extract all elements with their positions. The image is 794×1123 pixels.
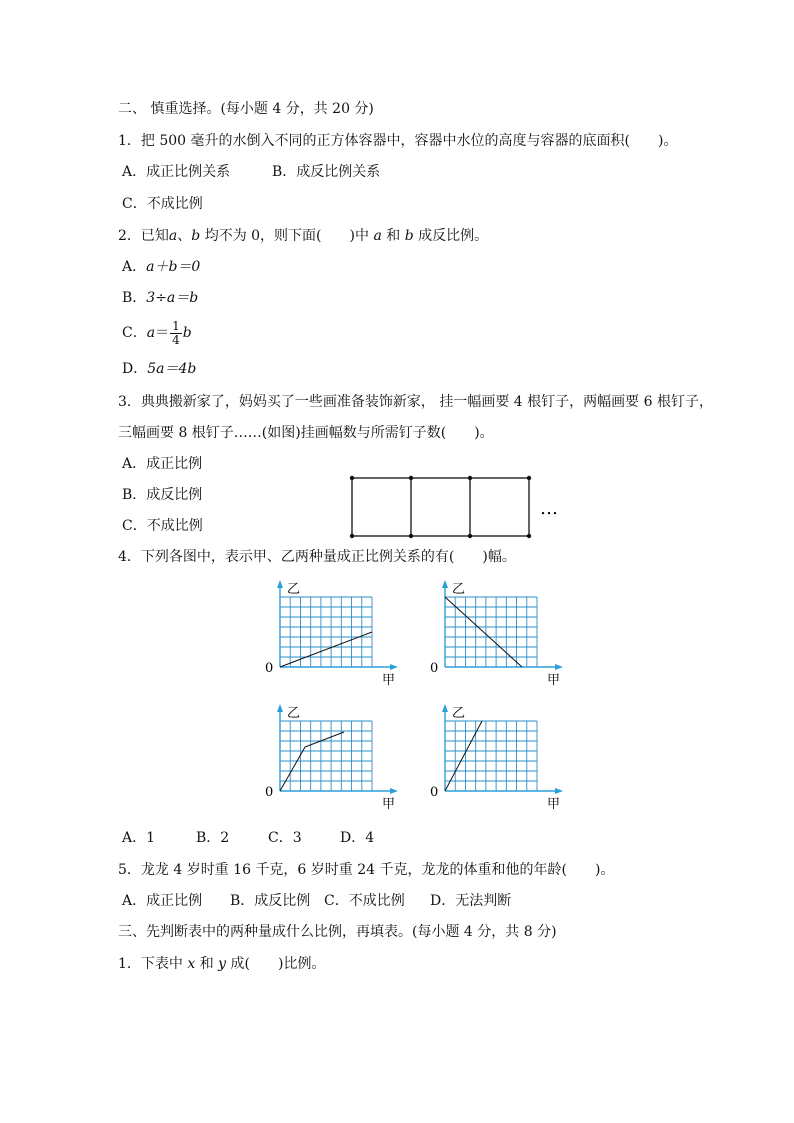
q1-option-b[interactable]: B．成反比例关系 <box>272 164 381 180</box>
q3-option-a[interactable]: A．成正比例 <box>122 456 203 472</box>
grid <box>280 721 372 791</box>
q2-option-d[interactable] <box>122 359 196 379</box>
y-axis-label: 乙 <box>452 706 466 721</box>
frames-ellipsis: … <box>540 498 558 519</box>
y-axis-arrow-icon <box>442 580 448 588</box>
q2-option-b[interactable] <box>122 288 198 308</box>
q2-var-b2: b <box>404 228 414 244</box>
q3-stem-line1: 3．典典搬新家了，妈妈买了一些画准备装饰新家， 挂一幅画要 4 根钉子，两幅画要 6 根钉子， <box>118 394 713 410</box>
q2-c-var2: b <box>182 325 192 341</box>
origin-label: 0 <box>430 785 439 800</box>
q3-stem-line2: 三幅画要 8 根钉子……(如图)挂画幅数与所需钉子数( )。 <box>118 425 494 441</box>
q4-option-a[interactable]: A．1 <box>122 830 156 846</box>
q2-option-c[interactable] <box>122 318 192 348</box>
q5-option-d[interactable]: D．无法判断 <box>430 893 512 909</box>
graph-line <box>445 597 522 667</box>
q2-post: 成反比例。 <box>413 228 489 244</box>
x-axis-arrow-icon <box>555 788 563 794</box>
q2-sep: 、 <box>177 228 192 244</box>
q2-d-expr: 5a＝4b <box>147 361 197 377</box>
s3-q1-post: 成( )比例。 <box>226 956 326 972</box>
q2-stem <box>118 226 488 246</box>
q4-option-c[interactable]: C．3 <box>268 830 302 846</box>
nail-dot <box>468 534 472 538</box>
y-axis-label: 乙 <box>452 582 466 597</box>
q2-b-expr: 3÷a＝b <box>146 290 199 306</box>
nails <box>350 476 531 538</box>
s3-q1-var-y: y <box>218 956 227 972</box>
nail-dot <box>527 476 531 480</box>
q2-b-label: B． <box>122 290 147 306</box>
q3-option-c[interactable]: C．不成比例 <box>122 518 203 534</box>
q2-d-label: D． <box>122 361 148 377</box>
q4-stem: 4．下列各图中，表示甲、乙两种量成正比例关系的有( )幅。 <box>118 549 516 565</box>
q5-option-a[interactable]: A．成正比例 <box>122 893 203 909</box>
x-axis-label: 甲 <box>547 797 561 812</box>
nail-dot <box>527 534 531 538</box>
graph-line <box>445 721 482 791</box>
q2-pre: 2．已知 <box>118 228 169 244</box>
q2-c-var: a <box>146 325 156 341</box>
nail-dot <box>409 534 413 538</box>
q1-option-c[interactable]: C．不成比例 <box>122 196 203 212</box>
q5-option-b[interactable]: B．成反比例 <box>230 893 311 909</box>
q4-graph-2 <box>423 578 573 688</box>
q2-a-expr: a＋b＝0 <box>146 259 201 275</box>
q2-var-a: a <box>168 228 178 244</box>
x-axis-arrow-icon <box>390 788 398 794</box>
y-axis-arrow-icon <box>277 704 283 712</box>
q5-option-c[interactable]: C．不成比例 <box>324 893 405 909</box>
x-axis-label: 甲 <box>547 673 561 688</box>
y-axis-label: 乙 <box>287 582 301 597</box>
q2-mid: 均不为 0，则下面( )中 <box>200 228 374 244</box>
nail-dot <box>350 534 354 538</box>
y-axis-arrow-icon <box>442 704 448 712</box>
s3-q1-mid: 和 <box>195 956 219 972</box>
frames-outline <box>352 478 529 536</box>
picture-frames-figure <box>340 468 570 546</box>
q2-a-label: A． <box>122 259 147 275</box>
x-axis-arrow-icon <box>555 664 563 670</box>
grid <box>445 597 537 667</box>
section2-title: 二、 慎重选择。(每小题 4 分，共 20 分) <box>118 101 374 117</box>
x-axis-label: 甲 <box>382 797 396 812</box>
q2-c-eq: ＝ <box>155 325 170 341</box>
fraction-denominator: 4 <box>172 332 180 347</box>
q4-graph-1 <box>258 578 408 688</box>
y-axis-arrow-icon <box>277 580 283 588</box>
nail-dot <box>409 476 413 480</box>
q2-c-fraction <box>170 320 182 347</box>
q4-graph-3 <box>258 702 408 812</box>
q3-option-b[interactable]: B．成反比例 <box>122 487 203 503</box>
q4-graph-4 <box>423 702 573 812</box>
q4-option-b[interactable]: B．2 <box>196 830 230 846</box>
nail-dot <box>350 476 354 480</box>
q5-stem: 5．龙龙 4 岁时重 16 千克，6 岁时重 24 千克，龙龙的体重和他的年龄( )。 <box>118 862 615 878</box>
grid <box>445 721 537 791</box>
q2-var-b: b <box>191 228 201 244</box>
x-axis-arrow-icon <box>390 664 398 670</box>
origin-label: 0 <box>430 661 439 676</box>
q2-mid2: 和 <box>381 228 405 244</box>
s3-q1-stem <box>118 954 325 974</box>
s3-q1-pre: 1．下表中 <box>118 956 188 972</box>
s3-q1-var-x: x <box>187 956 196 972</box>
grid <box>280 597 372 667</box>
section3-title: 三、先判断表中的两种量成什么比例，再填表。(每小题 4 分，共 8 分) <box>118 924 557 940</box>
q4-option-d[interactable]: D．4 <box>340 830 375 846</box>
origin-label: 0 <box>265 661 274 676</box>
y-axis-label: 乙 <box>287 706 301 721</box>
origin-label: 0 <box>265 785 274 800</box>
q2-var-a2: a <box>373 228 382 244</box>
q1-stem: 1．把 500 毫升的水倒入不同的正方体容器中，容器中水位的高度与容器的底面积( )。 <box>118 133 678 149</box>
x-axis-label: 甲 <box>382 673 396 688</box>
q2-option-a[interactable] <box>122 257 200 277</box>
q1-option-a[interactable]: A．成正比例关系 <box>122 164 231 180</box>
q2-c-label: C． <box>122 325 147 341</box>
nail-dot <box>468 476 472 480</box>
fraction-numerator: 1 <box>172 318 180 333</box>
